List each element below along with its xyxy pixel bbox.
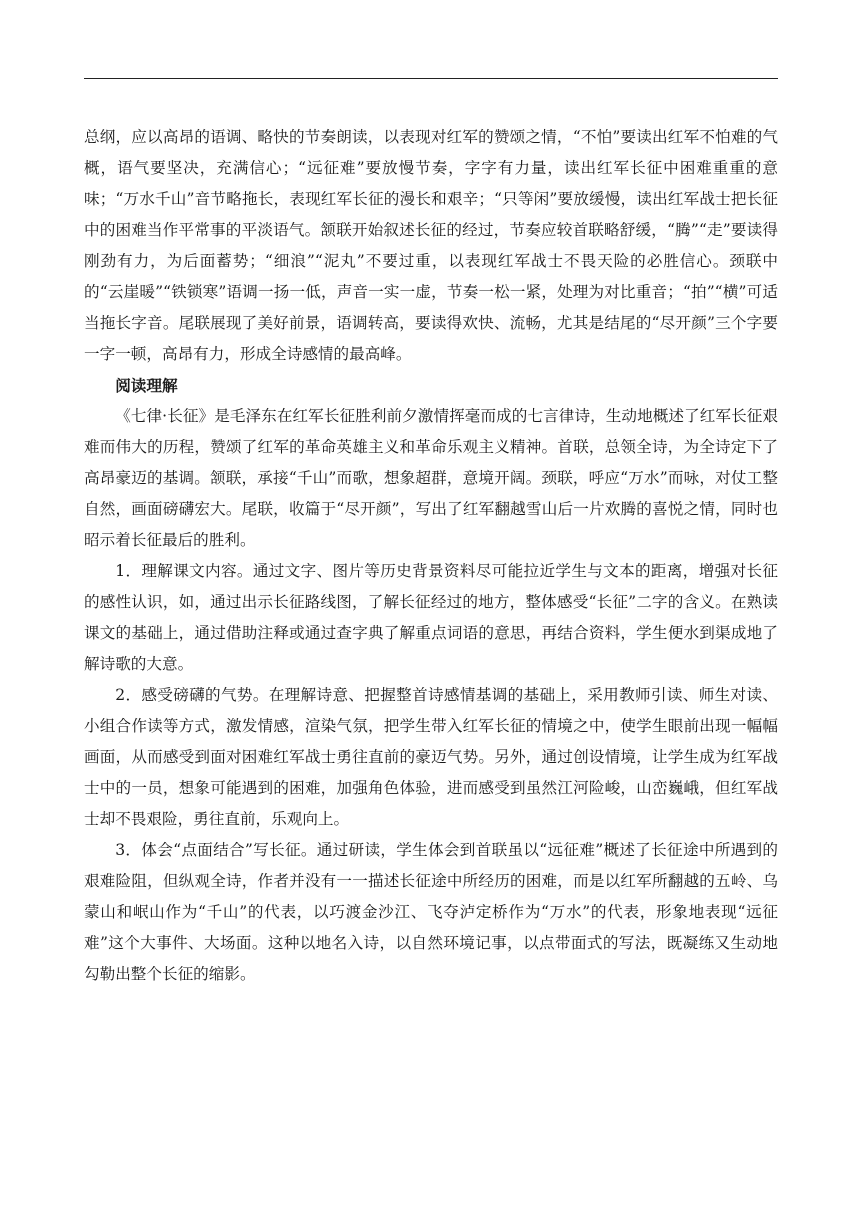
intro-paragraph: 《七律·长征》是毛泽东在红军长征胜利前夕激情挥毫而成的七言律诗，生动地概述了红军长征艰难而伟大的历程，赞颂了红军的革命英雄主义和革命乐观主义精神。首联，总领全诗，为全诗定下了高昂豪迈的基调。颔联，承接“千山”而歌，想象超群，意境开阔。颈联，呼应“万水”而咏，对仗工整自然，画面磅礴宏大。尾联，收篇于“尽开颜”，写出了红军翻越雪山后一片欢腾的喜悦之情，同时也昭示着长征最后的胜利。 — [84, 407, 778, 549]
document-body — [84, 122, 778, 990]
point-1-paragraph: 1．理解课文内容。通过文字、图片等历史背景资料尽可能拉近学生与文本的距离，增强对长征的感性认识，如，通过出示长征路线图，了解长征经过的地方，整体感受“长征”二字的含义。在熟读课文的基础上，通过借助注释或通过查字典了解重点词语的意思，再结合资料，学生便水到渠成地了解诗歌的大意。 — [84, 562, 778, 673]
header-rule — [84, 78, 778, 79]
continued-paragraph: 总纲，应以高昂的语调、略快的节奏朗读，以表现对红军的赞颂之情，“不怕”要读出红军不怕难的气概，语气要坚决，充满信心；“远征难”要放慢节奏，字字有力量，读出红军长征中困难重重的意味；“万水千山”音节略拖长，表现红军长征的漫长和艰辛；“只等闲”要放缓慢，读出红军战士把长征中的困难当作平常事的平淡语气。颔联开始叙述长征的经过，节奏应较首联略舒缓，“腾”“走”要读得刚劲有力，为后面蓄势；“细浪”“泥丸”不要过重，以表现红军战士不畏天险的必胜信心。颈联中的“云崖暖”“铁锁寒”语调一扬一低，声音一实一虚，节奏一松一紧，处理为对比重音；“拍”“横”可适当拖长字音。尾联展现了美好前景，语调转高，要读得欢快、流畅，尤其是结尾的“尽开颜”三个字要一字一顿，高昂有力，形成全诗感情的最高峰。 — [84, 128, 778, 363]
point-3-paragraph: 3．体会“点面结合”写长征。通过研读，学生体会到首联虽以“远征难”概述了长征途中所遇到的艰难险阻，但纵观全诗，作者并没有一一描述长征途中所经历的困难，而是以红军所翻越的五岭、乌蒙山和岷山作为“千山”的代表，以巧渡金沙江、飞夺泸定桥作为“万水”的代表，形象地表现“远征难”这个大事件、大场面。这种以地名入诗，以自然环境记事，以点带面式的写法，既凝练又生动地勾勒出整个长征的缩影。 — [84, 841, 778, 983]
section-heading: 阅读理解 — [115, 376, 178, 395]
point-2-paragraph: 2．感受磅礴的气势。在理解诗意、把握整首诗感情基调的基础上，采用教师引读、师生对读、小组合作读等方式，激发情感，渲染气氛，把学生带入红军长征的情境之中，使学生眼前出现一幅幅画面，从而感受到面对困难红军战士勇往直前的豪迈气势。另外，通过创设情境，让学生成为红军战士中的一员，想象可能遇到的困难，加强角色体验，进而感受到虽然江河险峻，山峦巍峨，但红军战士却不畏艰险，勇往直前，乐观向上。 — [84, 686, 778, 828]
